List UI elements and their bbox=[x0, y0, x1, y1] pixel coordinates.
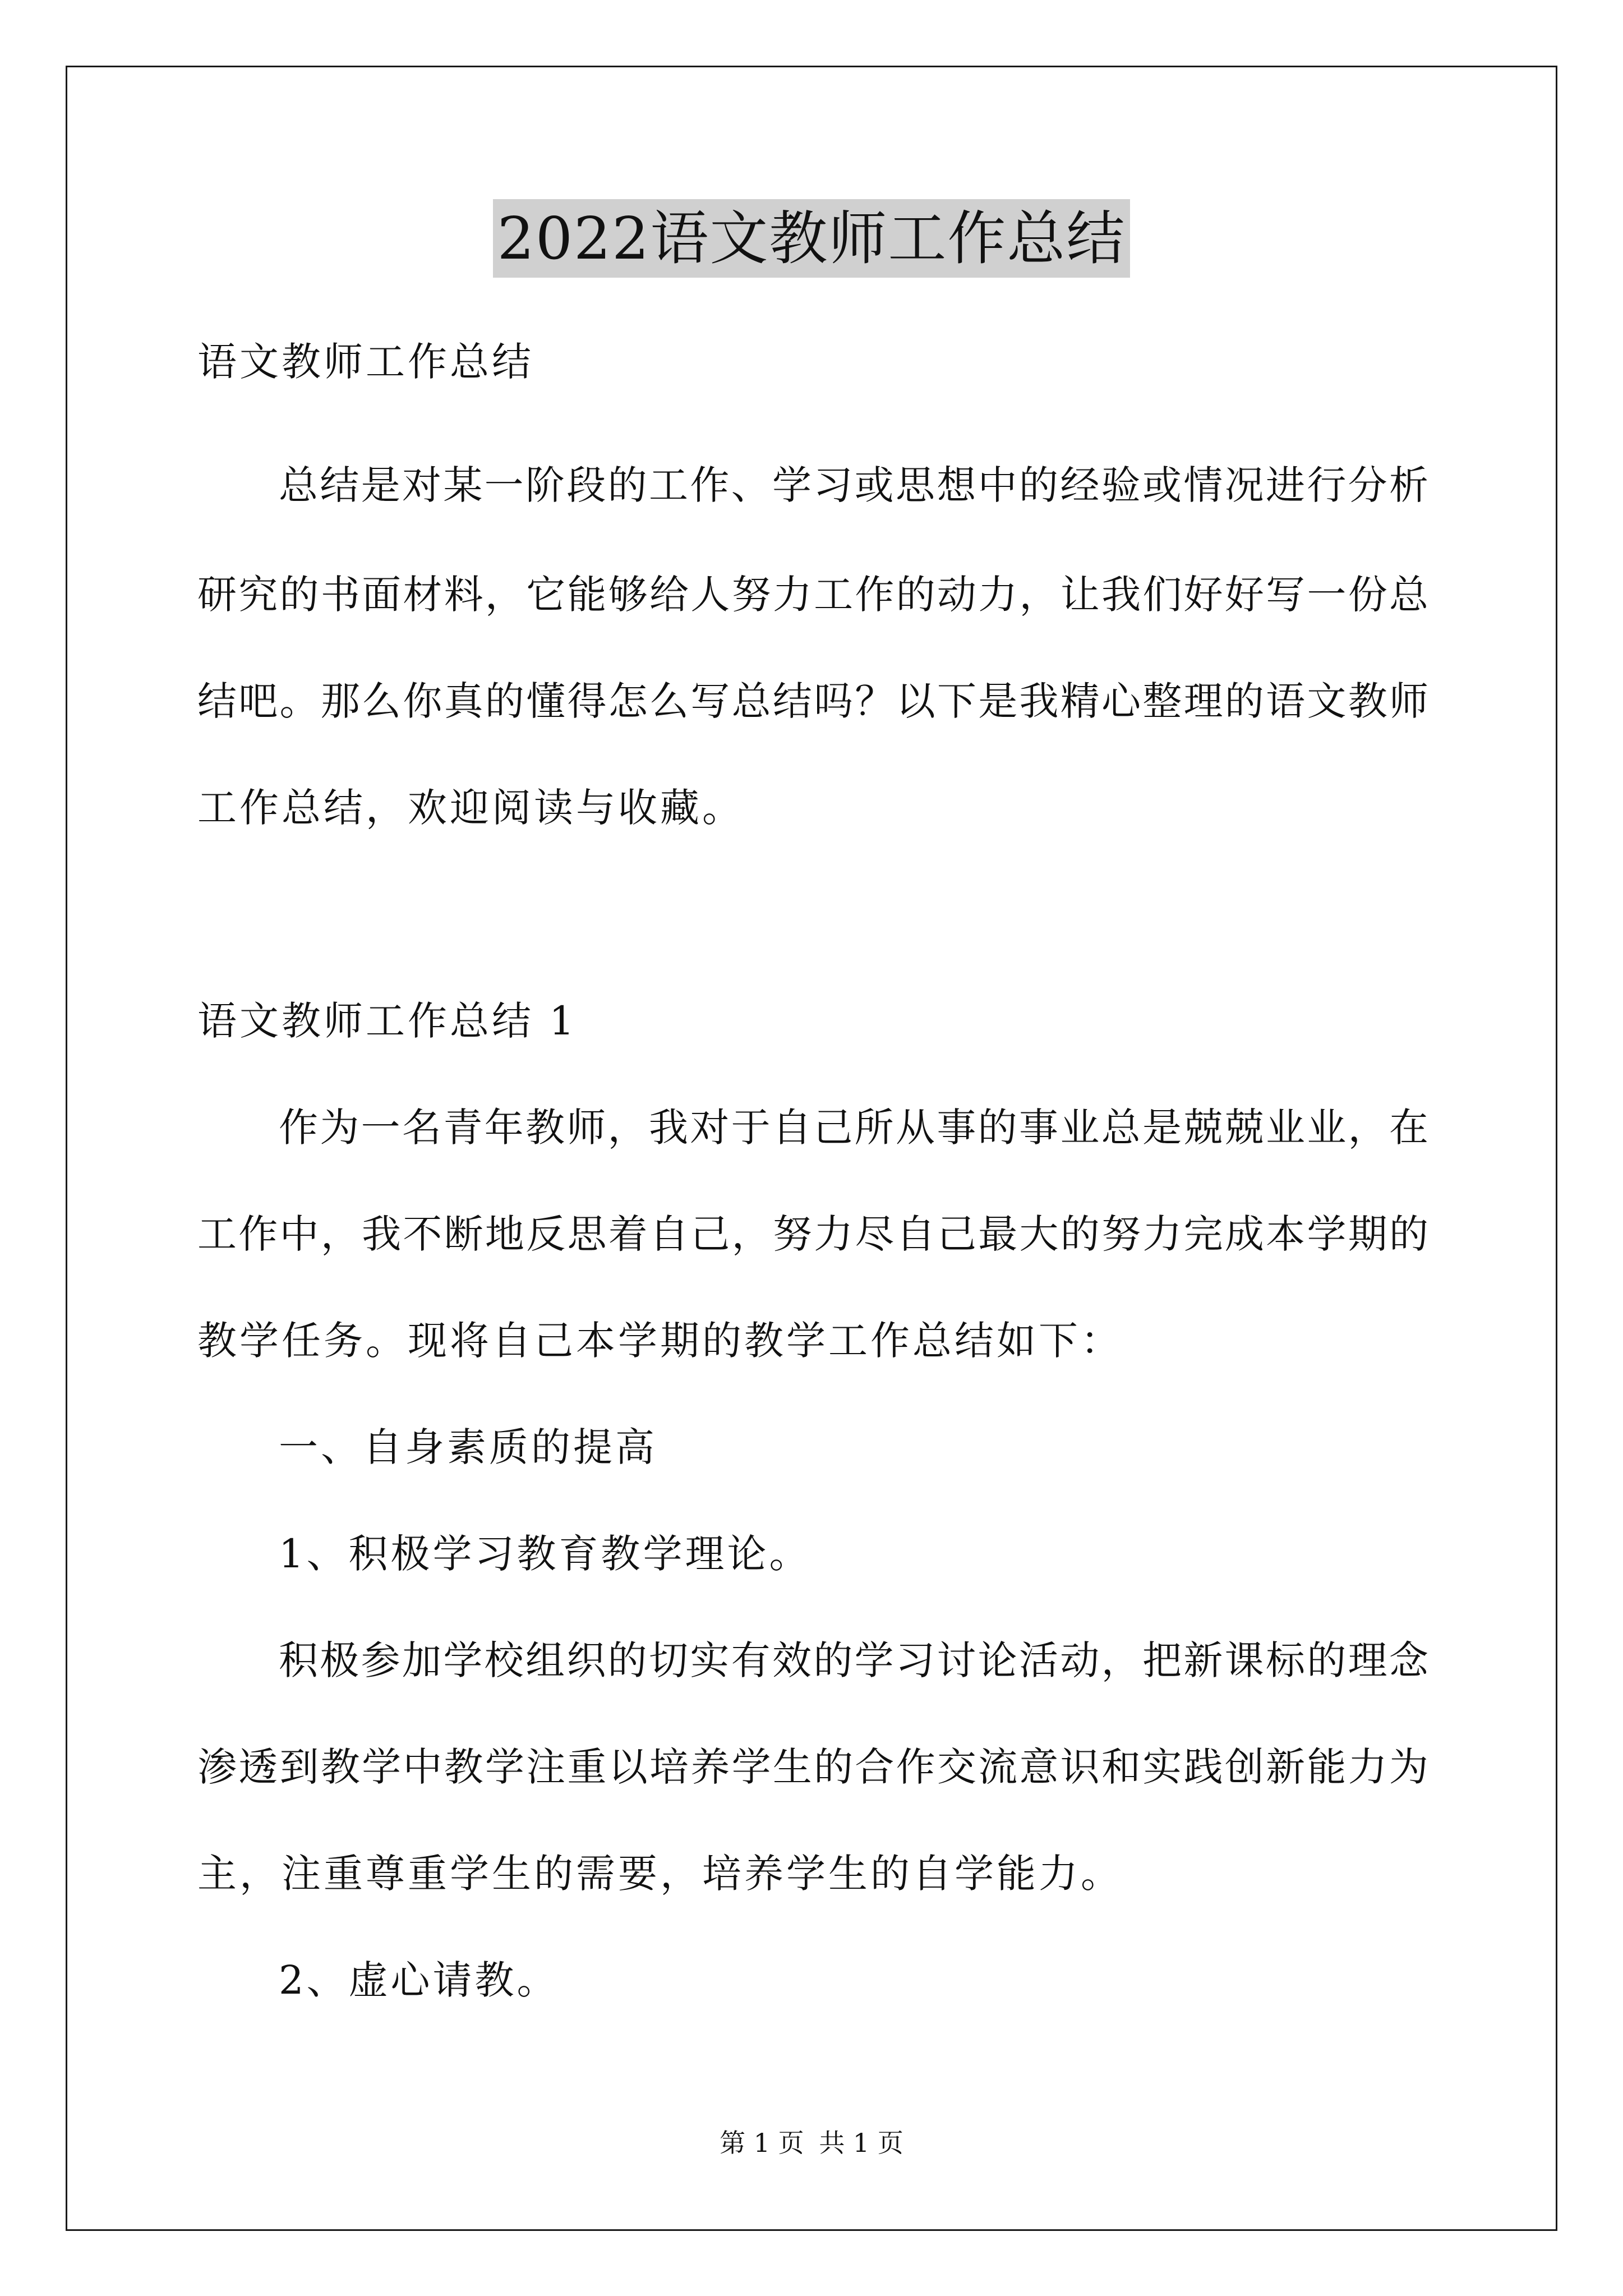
text-line: 语文教师工作总结 1 bbox=[197, 998, 577, 1044]
page-number: 第 1 页 bbox=[720, 2128, 804, 2158]
text-line: 结吧。那么你真的懂得怎么写总结吗？以下是我精心整理的语文教师 bbox=[197, 678, 1428, 724]
text-line: 教学任务。现将自己本学期的教学工作总结如下： bbox=[197, 1318, 1123, 1364]
text-line: 工作中，我不断地反思着自己，努力尽自己最大的努力完成本学期的 bbox=[197, 1211, 1428, 1257]
text-line: 积极参加学校组织的切实有效的学习讨论活动，把新课标的理念 bbox=[279, 1637, 1428, 1683]
text-line: 渗透到教学中教学注重以培养学生的合作交流意识和实践创新能力为 bbox=[197, 1744, 1428, 1790]
document-title: 2022语文教师工作总结 bbox=[493, 199, 1131, 278]
page-total: 共 1 页 bbox=[819, 2128, 903, 2158]
text-line: 1、积极学习教育教学理论。 bbox=[279, 1531, 811, 1577]
text-line: 工作总结，欢迎阅读与收藏。 bbox=[197, 785, 744, 831]
text-line: 一、自身素质的提高 bbox=[279, 1424, 657, 1470]
text-line: 作为一名青年教师，我对于自己所从事的事业总是兢兢业业，在 bbox=[279, 1105, 1428, 1151]
text-line: 2、虚心请教。 bbox=[279, 1957, 559, 2003]
title-wrap bbox=[0, 199, 1623, 278]
text-line: 语文教师工作总结 bbox=[197, 339, 534, 385]
page-footer bbox=[0, 2126, 1623, 2160]
text-line: 总结是对某一阶段的工作、学习或思想中的经验或情况进行分析 bbox=[279, 462, 1428, 508]
text-line: 研究的书面材料，它能够给人努力工作的动力，让我们好好写一份总 bbox=[197, 572, 1428, 618]
text-line: 主，注重尊重学生的需要，培养学生的自学能力。 bbox=[197, 1851, 1123, 1897]
